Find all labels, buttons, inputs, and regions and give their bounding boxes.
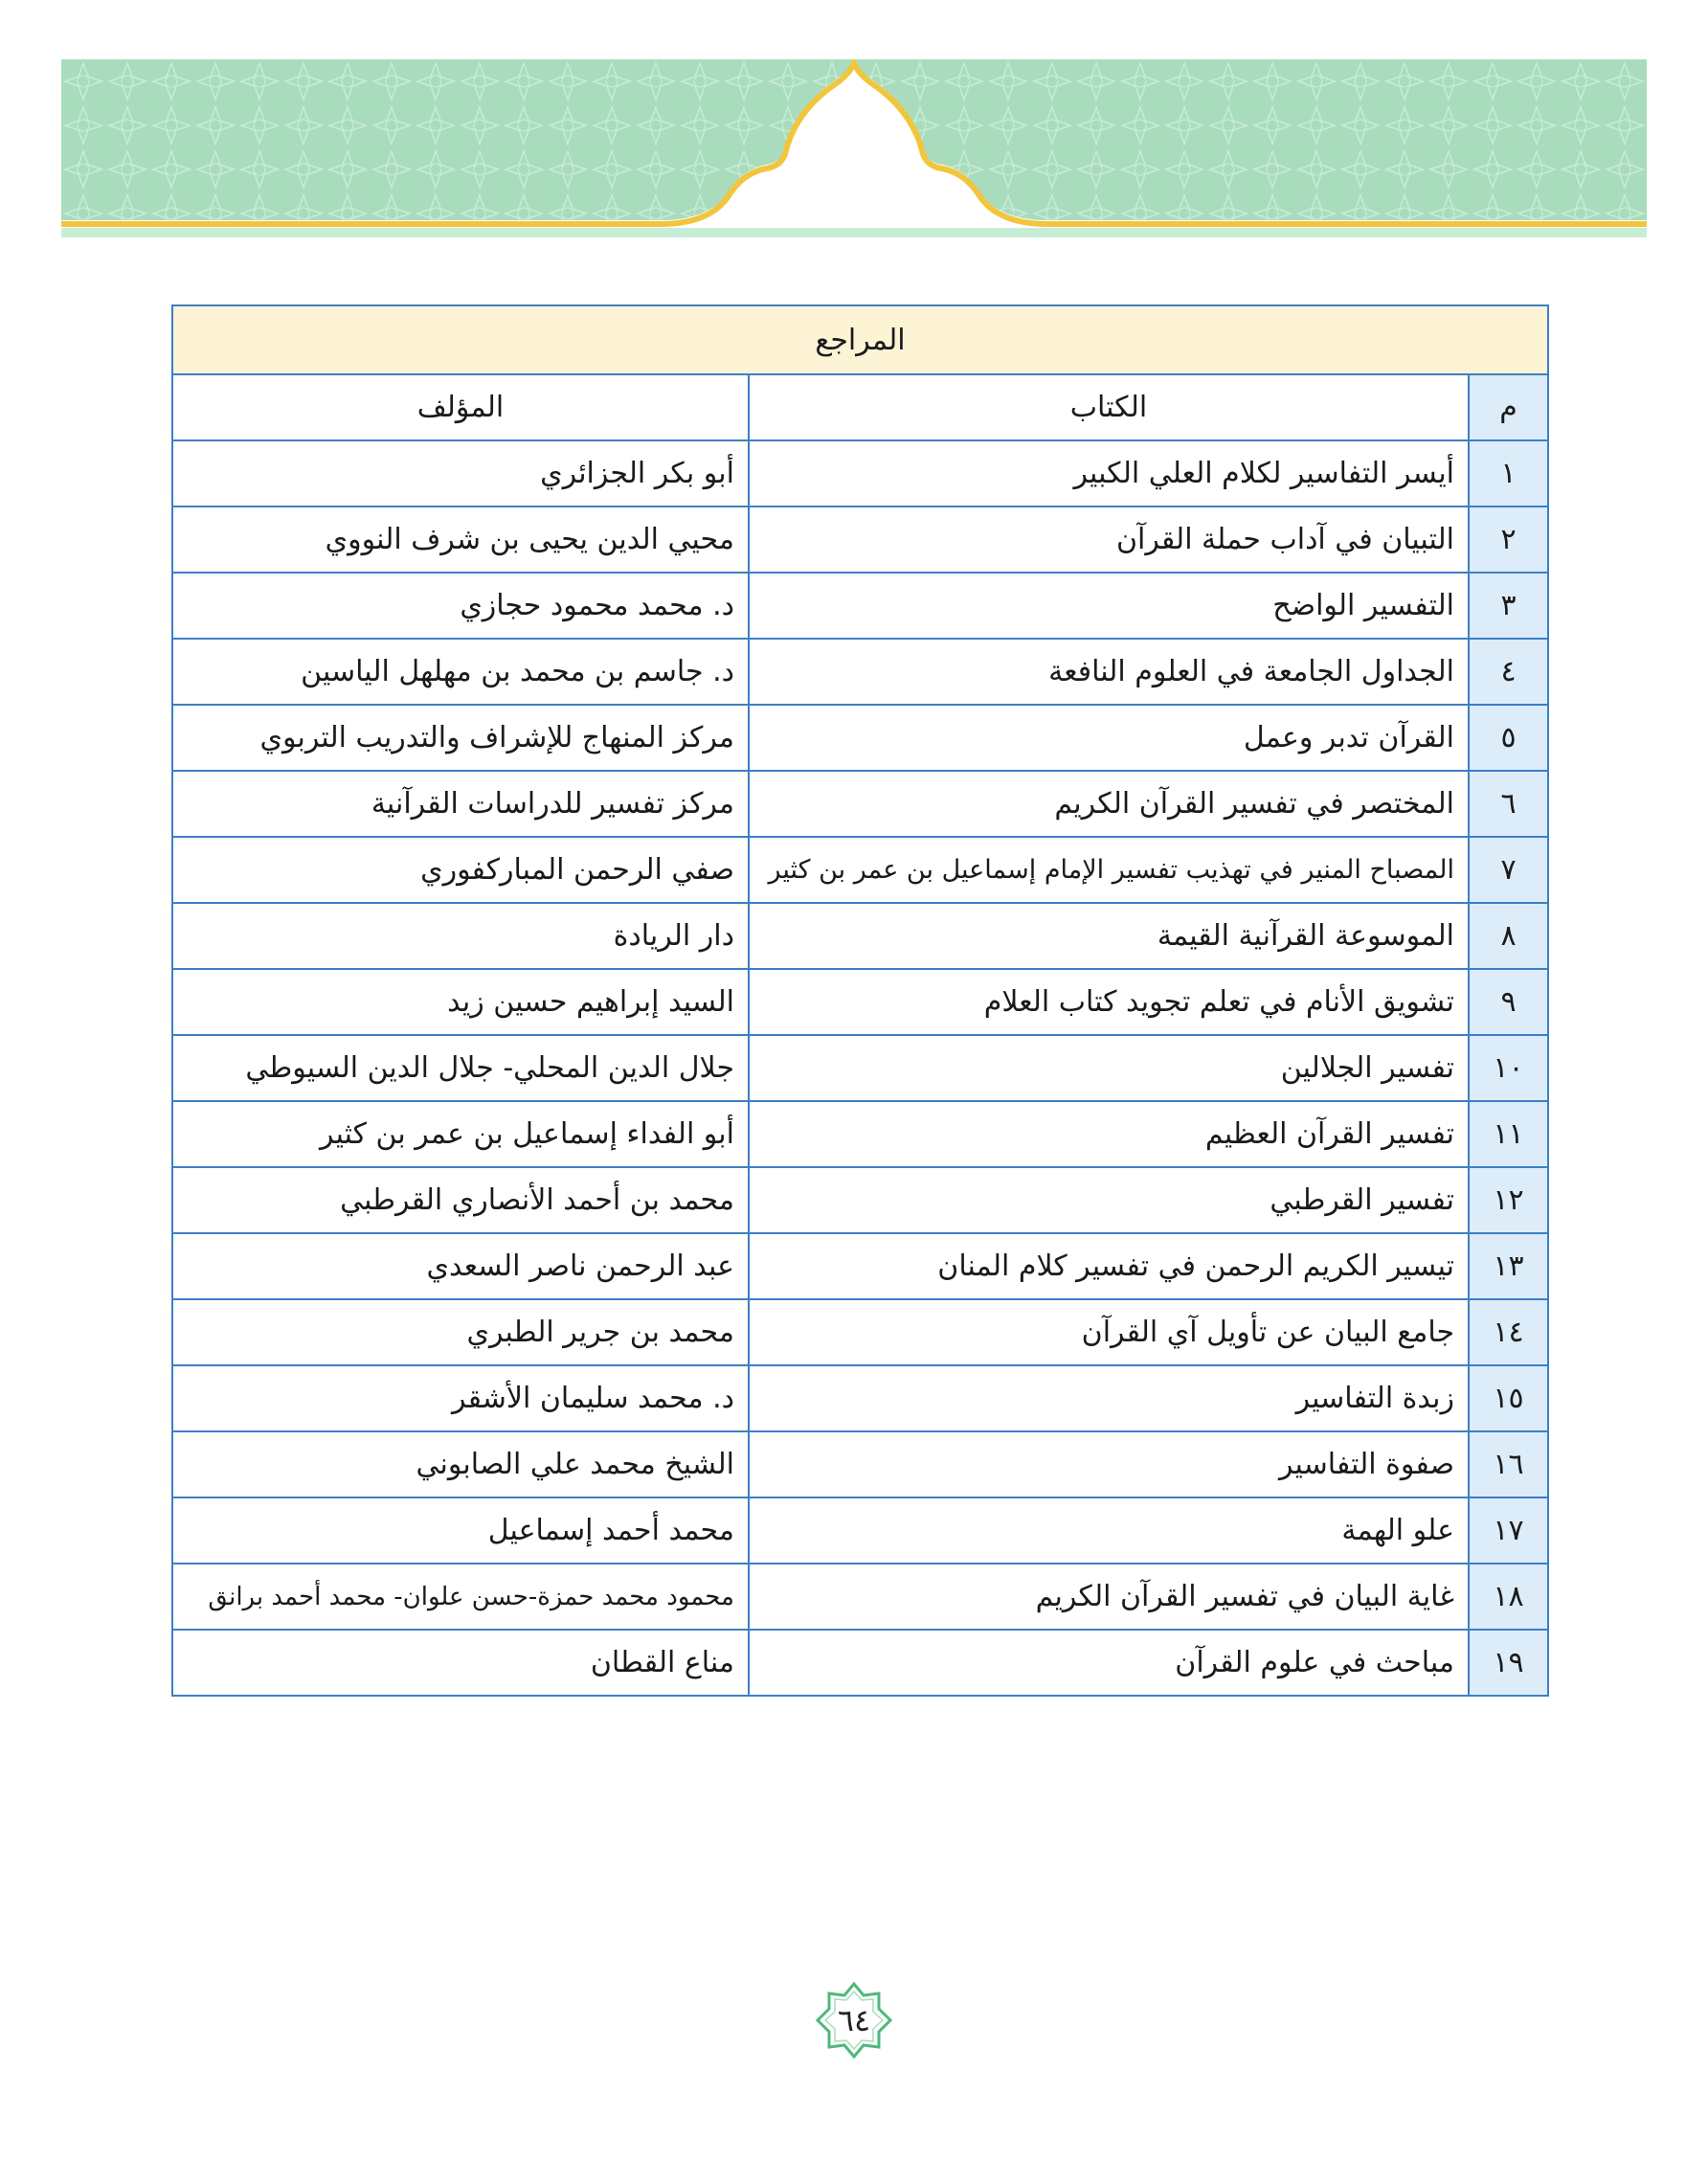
table-row — [172, 903, 1548, 969]
book-title: تفسير القرطبي — [749, 1167, 1469, 1233]
book-title: تشويق الأنام في تعلم تجويد كتاب العلام — [749, 969, 1469, 1035]
author-name: محيي الدين يحيى بن شرف النووي — [172, 506, 749, 573]
table-row — [172, 771, 1548, 837]
table-row — [172, 1497, 1548, 1564]
row-number: ٦ — [1469, 771, 1548, 837]
references-table — [171, 304, 1549, 1697]
book-title: غاية البيان في تفسير القرآن الكريم — [749, 1564, 1469, 1630]
row-number: ١٠ — [1469, 1035, 1548, 1101]
table-row — [172, 573, 1548, 639]
author-name: محمد أحمد إسماعيل — [172, 1497, 749, 1564]
row-number: ١٧ — [1469, 1497, 1548, 1564]
row-number: ٢ — [1469, 506, 1548, 573]
row-number: ١٦ — [1469, 1431, 1548, 1497]
author-name: صفي الرحمن المباركفوري — [172, 837, 749, 903]
book-title: زبدة التفاسير — [749, 1365, 1469, 1431]
author-name: مركز تفسير للدراسات القرآنية — [172, 771, 749, 837]
table-row — [172, 837, 1548, 903]
table-title: المراجع — [172, 305, 1548, 374]
table-row — [172, 1299, 1548, 1365]
row-number: ١٨ — [1469, 1564, 1548, 1630]
row-number: ١٢ — [1469, 1167, 1548, 1233]
header-number: م — [1469, 374, 1548, 440]
row-number: ٣ — [1469, 573, 1548, 639]
author-name: الشيخ محمد علي الصابوني — [172, 1431, 749, 1497]
author-name: دار الريادة — [172, 903, 749, 969]
book-title: القرآن تدبر وعمل — [749, 705, 1469, 771]
table-row — [172, 639, 1548, 705]
row-number: ١٩ — [1469, 1630, 1548, 1696]
author-name: محمد بن جرير الطبري — [172, 1299, 749, 1365]
page-number: ٦٤ — [837, 2002, 871, 2038]
author-name: عبد الرحمن ناصر السعدي — [172, 1233, 749, 1299]
row-number: ١٥ — [1469, 1365, 1548, 1431]
book-title: صفوة التفاسير — [749, 1431, 1469, 1497]
book-title: الموسوعة القرآنية القيمة — [749, 903, 1469, 969]
book-title: تيسير الكريم الرحمن في تفسير كلام المنان — [749, 1233, 1469, 1299]
table-row — [172, 1233, 1548, 1299]
decorative-header-banner — [61, 59, 1647, 237]
author-name: محمد بن أحمد الأنصاري القرطبي — [172, 1167, 749, 1233]
row-number: ١١ — [1469, 1101, 1548, 1167]
book-title: علو الهمة — [749, 1497, 1469, 1564]
table-row — [172, 969, 1548, 1035]
table-row — [172, 506, 1548, 573]
page-number-badge — [814, 1980, 894, 2060]
table-row — [172, 1431, 1548, 1497]
row-number: ١٤ — [1469, 1299, 1548, 1365]
book-title: المختصر في تفسير القرآن الكريم — [749, 771, 1469, 837]
author-name: د. جاسم بن محمد بن مهلهل الياسين — [172, 639, 749, 705]
book-title: مباحث في علوم القرآن — [749, 1630, 1469, 1696]
row-number: ٥ — [1469, 705, 1548, 771]
table-row — [172, 1630, 1548, 1696]
row-number: ٩ — [1469, 969, 1548, 1035]
table-row — [172, 1035, 1548, 1101]
row-number: ٧ — [1469, 837, 1548, 903]
author-name: د. محمد سليمان الأشقر — [172, 1365, 749, 1431]
table-row — [172, 1365, 1548, 1431]
table-row — [172, 1564, 1548, 1630]
book-title: الجداول الجامعة في العلوم النافعة — [749, 639, 1469, 705]
header-author: المؤلف — [172, 374, 749, 440]
author-name: مناع القطان — [172, 1630, 749, 1696]
table-row — [172, 705, 1548, 771]
author-name: السيد إبراهيم حسين زيد — [172, 969, 749, 1035]
row-number: ١٣ — [1469, 1233, 1548, 1299]
table-row — [172, 440, 1548, 506]
book-title: تفسير الجلالين — [749, 1035, 1469, 1101]
author-name: أبو بكر الجزائري — [172, 440, 749, 506]
header-book: الكتاب — [749, 374, 1469, 440]
author-name: أبو الفداء إسماعيل بن عمر بن كثير — [172, 1101, 749, 1167]
author-name: محمود محمد حمزة-حسن علوان- محمد أحمد برانق — [172, 1564, 749, 1630]
table-title-row — [172, 305, 1548, 374]
author-name: د. محمد محمود حجازي — [172, 573, 749, 639]
table-row — [172, 1167, 1548, 1233]
book-title: تفسير القرآن العظيم — [749, 1101, 1469, 1167]
author-name: مركز المنهاج للإشراف والتدريب التربوي — [172, 705, 749, 771]
book-title: جامع البيان عن تأويل آي القرآن — [749, 1299, 1469, 1365]
row-number: ٤ — [1469, 639, 1548, 705]
book-title: أيسر التفاسير لكلام العلي الكبير — [749, 440, 1469, 506]
table-row — [172, 1101, 1548, 1167]
book-title: التفسير الواضح — [749, 573, 1469, 639]
row-number: ٨ — [1469, 903, 1548, 969]
table-header-row — [172, 374, 1548, 440]
book-title: التبيان في آداب حملة القرآن — [749, 506, 1469, 573]
row-number: ١ — [1469, 440, 1548, 506]
author-name: جلال الدين المحلي- جلال الدين السيوطي — [172, 1035, 749, 1101]
book-title: المصباح المنير في تهذيب تفسير الإمام إسماعيل بن عمر بن كثير — [749, 837, 1469, 903]
